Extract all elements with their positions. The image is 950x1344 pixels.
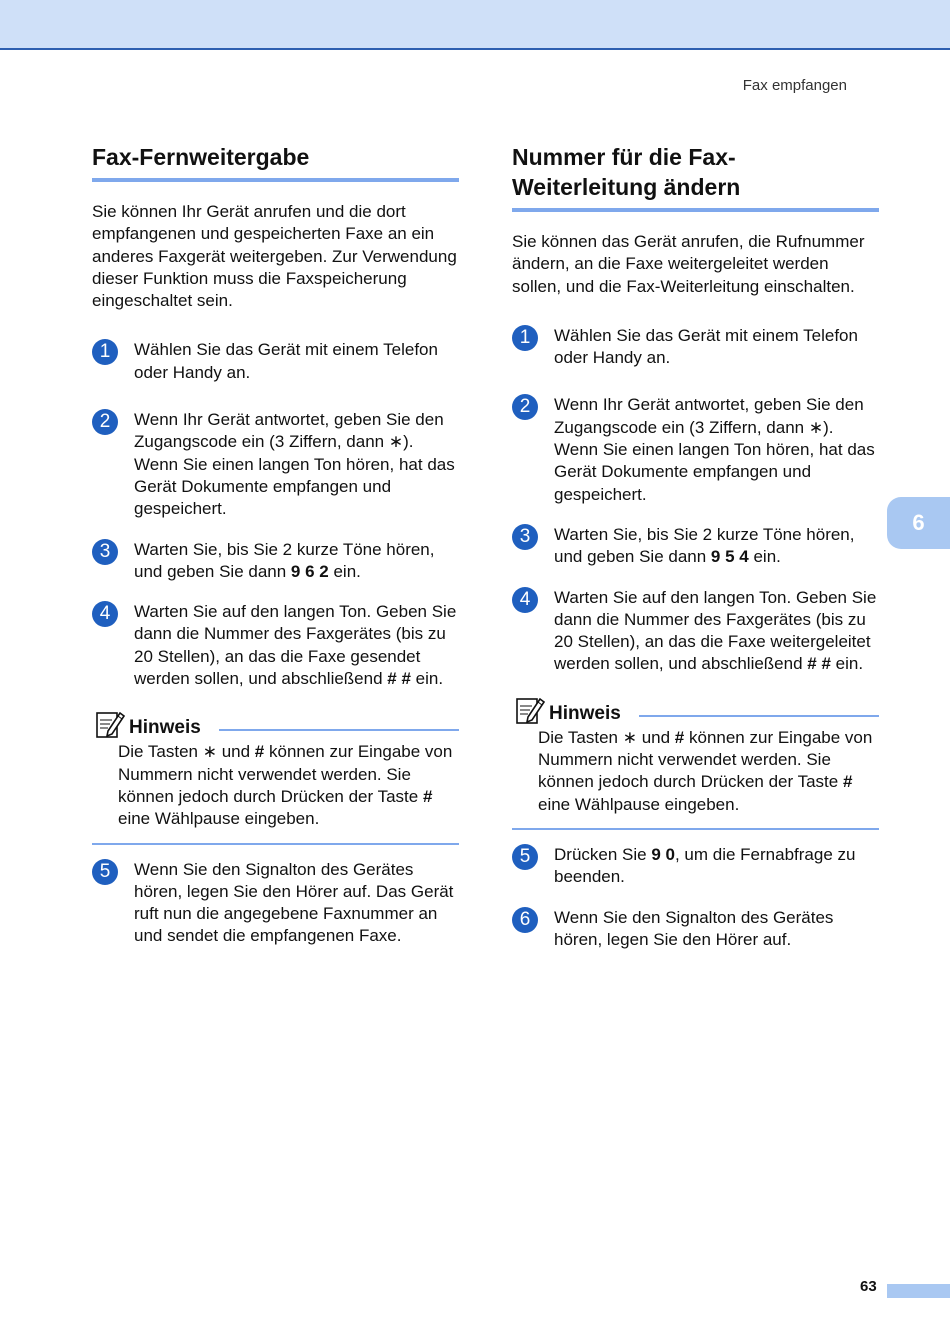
step-text-part: , um die Fernabfrage zu beenden. [554,844,856,887]
step-text [134,540,435,581]
step-number: 5 [92,859,118,885]
note-text: eine Wählpause eingeben. [538,794,740,814]
step-text-part: Warten Sie, bis Sie 2 kurze Töne hören, und geben Sie dann [554,524,855,567]
step-6 [512,907,879,952]
step-text [554,845,855,886]
step-3 [512,524,879,569]
step-2 [92,409,459,520]
step-text [134,602,456,688]
step-text: Wählen Sie das Gerät mit einem Telefon oder Handy an. [134,340,438,382]
step-number: 1 [512,325,538,351]
step-1 [512,325,879,370]
note-rule [219,729,459,731]
step-number: 2 [512,394,538,420]
note-header [512,693,879,725]
note-bottom-rule [92,843,459,845]
step-number: 2 [92,409,118,435]
note-box [512,693,879,830]
running-header: Fax empfangen [742,77,847,94]
step-4 [512,587,879,676]
step-text: Wenn Ihr Gerät antwortet, geben Sie den Zugangscode ein (3 Ziffern, dann ∗). Wenn Sie einen langen Ton hören, hat das Gerät Dokumente empfangen und gespeichert. [134,410,455,519]
step-2 [512,394,879,505]
step-5 [92,859,459,948]
note-title: Hinweis [129,717,201,739]
chapter-tab: 6 [887,497,950,549]
step-number: 6 [512,907,538,933]
step-text: Wenn Sie den Signalton des Gerätes hören, legen Sie den Hörer auf. [554,907,834,949]
note-pencil-icon [515,695,545,725]
key-sequence: 9 6 2 [290,561,329,581]
key-sequence: # # [807,654,831,674]
key-sequence: 9 0 [651,844,675,864]
key-sequence: # # [387,669,411,689]
step-text-part: Warten Sie auf den langen Ton. Geben Sie dann die Nummer des Faxgerätes (bis zu 20 Stellen), an das die Faxe weitergeleitet werden sollen, und abschließend [554,587,877,674]
step-1 [92,339,459,384]
step-text: Wenn Ihr Gerät antwortet, geben Sie den Zugangscode ein (3 Ziffern, dann ∗). Wenn Sie einen langen Ton hören, hat das Gerät Dokumente empfangen und gespeichert. [554,395,875,504]
note-text: können zur Eingabe von Nummern nicht verwendet werden. Sie können jedoch durch Drücken der Taste [538,727,873,792]
note-bottom-rule [512,828,879,830]
right-column [512,142,879,951]
note-text: Die Tasten ∗ und [118,742,255,762]
step-text-part: Drücken Sie [554,844,652,864]
step-number: 3 [92,539,118,565]
top-band [0,0,950,50]
step-number: 4 [92,601,118,627]
section-title-line: Weiterleitung ändern [512,174,741,200]
intro-text: Sie können das Gerät anrufen, die Rufnummer ändern, an die Faxe weitergeleitet werden sollen, und die Fax-Weiterleitung einschalten. [512,232,865,296]
step-text: Wenn Sie den Signalton des Gerätes hören, legen Sie den Hörer auf. Das Gerät ruft nun die angegebene Faxnummer an und sendet die empfangenen Faxe. [134,859,454,946]
step-text: Wählen Sie das Gerät mit einem Telefon oder Handy an. [554,325,858,368]
page-number-bar [887,1284,950,1298]
step-text-part: ein. [748,547,781,567]
key-symbol: # [674,727,685,747]
note-text: können zur Eingabe von Nummern nicht verwendet werden. Sie können jedoch durch Drücken der Taste [118,742,453,806]
key-symbol: # [254,742,265,762]
step-number: 5 [512,844,538,870]
note-box [92,707,459,844]
step-number: 1 [92,339,118,365]
left-column [92,142,459,948]
step-5 [512,844,879,889]
note-header [92,707,459,739]
note-title: Hinweis [549,702,621,724]
note-body [92,741,459,830]
step-text-part: Warten Sie, bis Sie 2 kurze Töne hören, und geben Sie dann [134,539,435,581]
note-text: eine Wählpause eingeben. [118,809,320,829]
section-title [512,142,879,212]
step-number: 3 [512,524,538,550]
step-text-part: ein. [830,654,864,674]
step-text [554,588,876,674]
step-text-part: Warten Sie auf den langen Ton. Geben Sie dann die Nummer des Faxgerätes (bis zu 20 Stellen), an das die Faxe gesendet werden sollen, und abschließend [134,602,457,689]
step-3 [92,539,459,584]
intro-text: Sie können Ihr Gerät anrufen und die dort empfangenen und gespeicherten Faxe an ein anderes Faxgerät weitergeben. Zur Verwendung dieser Funktion muss die Faxspeicherung eingeschaltet sein. [92,202,457,311]
step-text-part: ein. [410,669,444,689]
note-body [512,727,879,816]
step-number: 4 [512,587,538,613]
note-rule [639,715,879,717]
note-text: Die Tasten ∗ und [538,727,675,747]
section-title: Fax-Fernweitergabe [92,142,459,182]
step-4 [92,601,459,690]
key-symbol: # [842,772,853,792]
key-symbol: # [422,786,433,806]
page-number: 63 [860,1278,877,1295]
note-pencil-icon [95,709,125,739]
section-title-line: Nummer für die Fax- [512,144,736,170]
key-sequence: 9 5 4 [710,547,749,567]
step-text [554,525,855,566]
step-text-part: ein. [328,561,361,581]
